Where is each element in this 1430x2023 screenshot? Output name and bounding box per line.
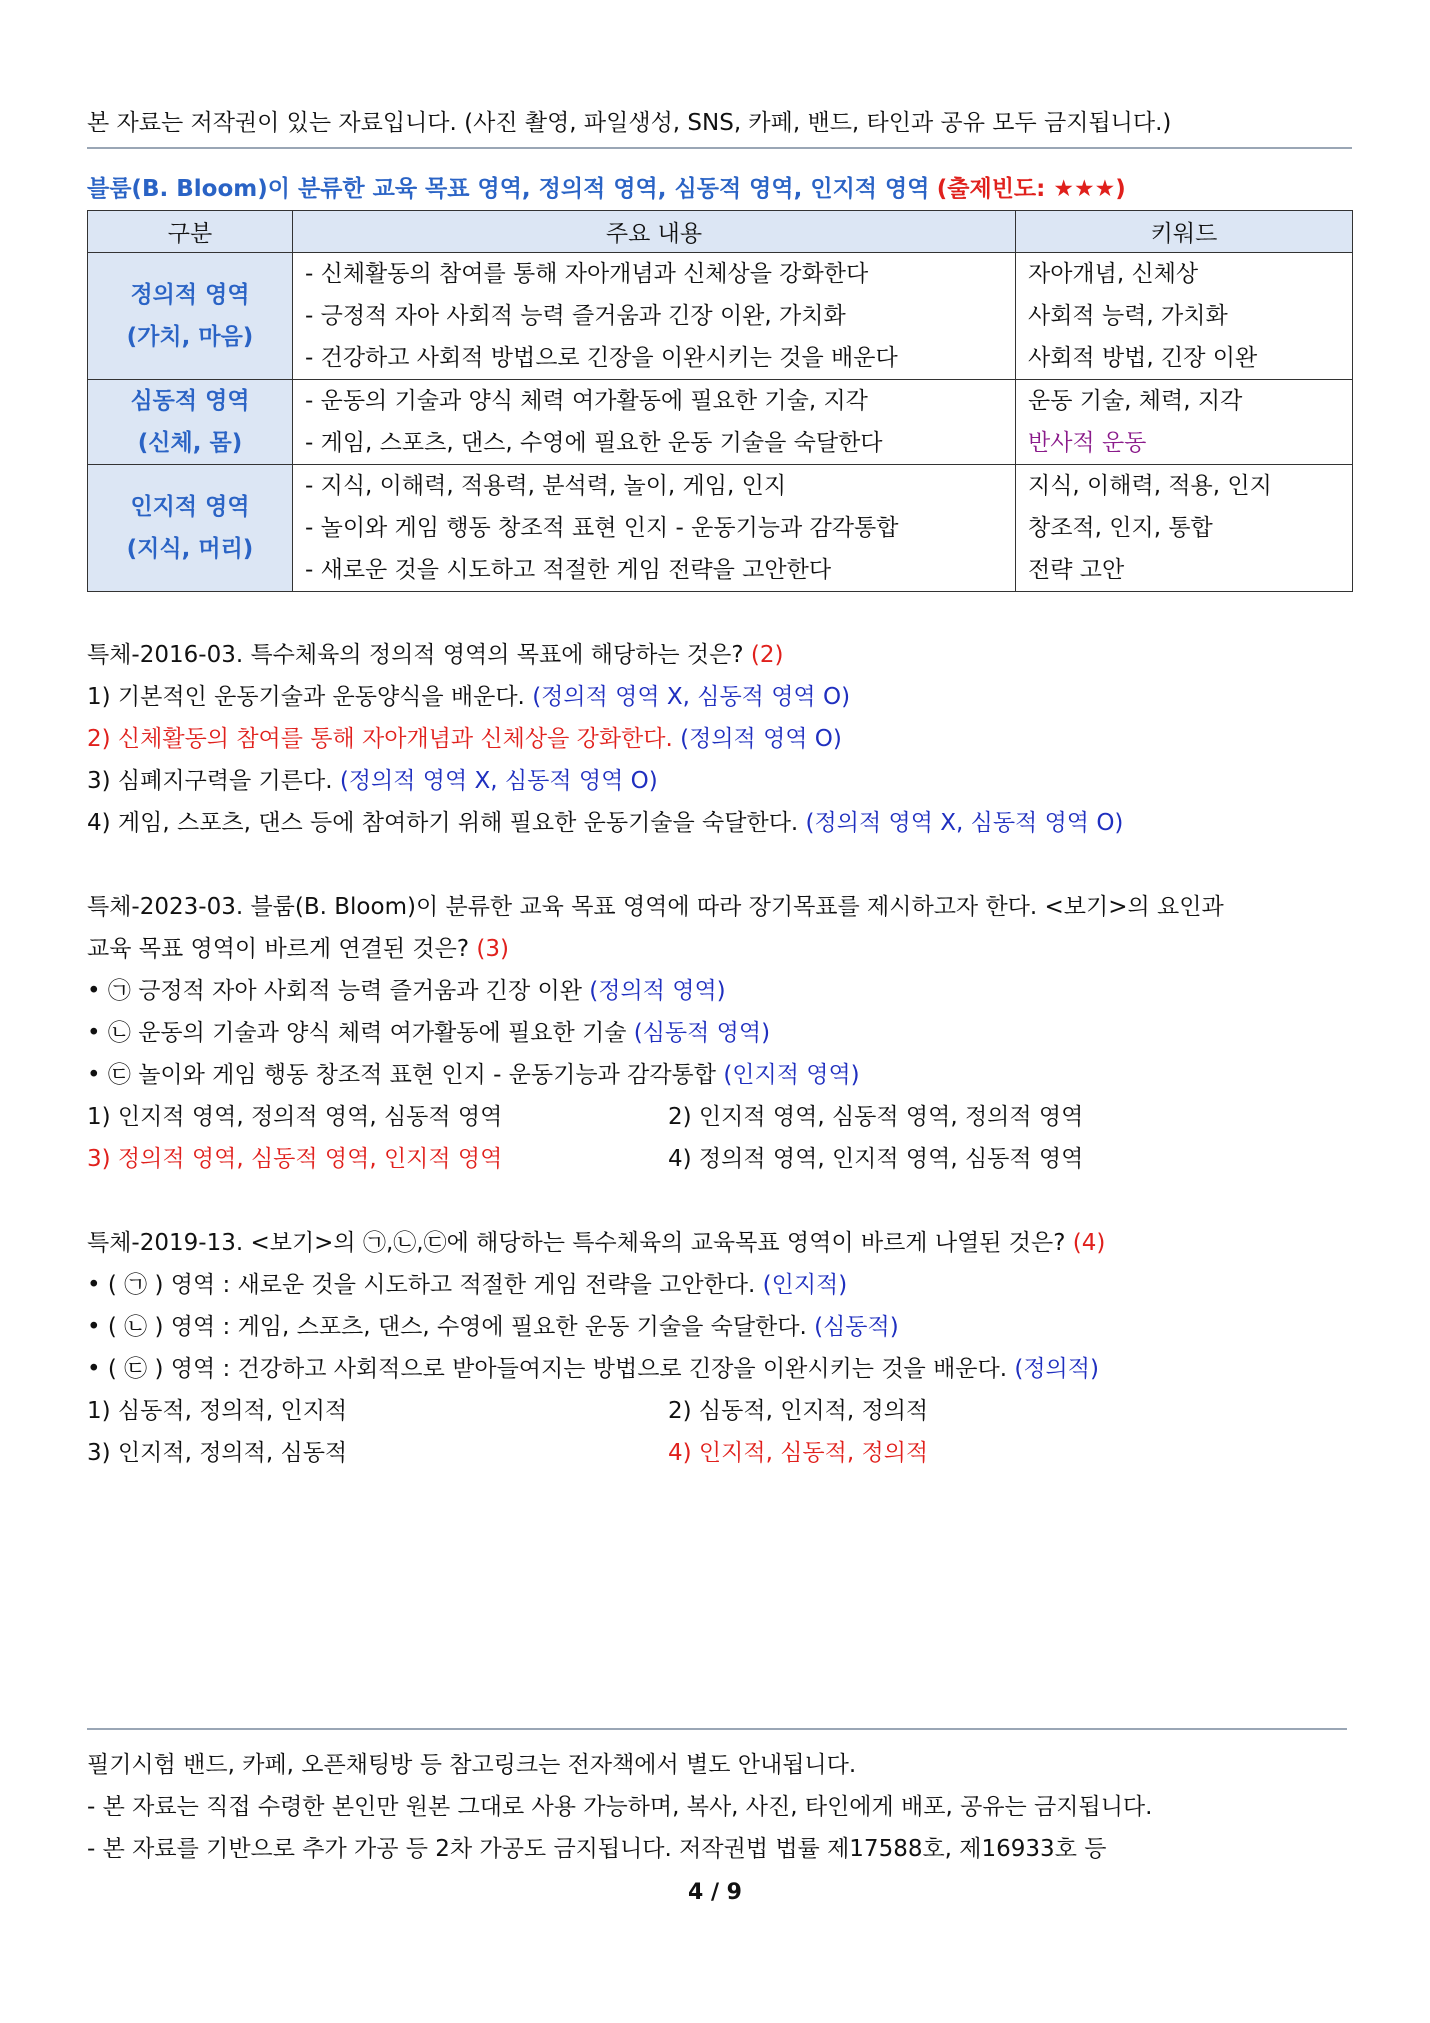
option-note: (정의적 영역 O): [680, 726, 842, 752]
category-cell: [88, 465, 293, 592]
q3-bullet-3: [87, 1354, 1099, 1384]
category-sub: (가치, 마음): [126, 324, 254, 350]
bullet-text: • ( ㉠ ) 영역 : 새로운 것을 시도하고 적절한 게임 전략을 고안한다.: [87, 1272, 756, 1298]
q2-stem-line2: [87, 934, 509, 964]
footer-line-2: - 본 자료는 직접 수령한 본인만 원본 그대로 사용 가능하며, 복사, 사진, 타인에게 배포, 공유는 금지됩니다.: [87, 1794, 1153, 1820]
category-name: 정의적 영역: [130, 282, 250, 308]
keyword-line: 사회적 방법, 긴장 이완: [1028, 345, 1258, 371]
q1-stem: [87, 640, 784, 670]
main-content-cell: [293, 253, 1016, 380]
q3-option-4: 4) 인지적, 심동적, 정의적: [668, 1440, 929, 1466]
category-cell: [88, 380, 293, 465]
category-cell: [88, 253, 293, 380]
keyword-line: 창조적, 인지, 통합: [1028, 515, 1213, 541]
main-line: - 새로운 것을 시도하고 적절한 게임 전략을 고안한다: [305, 557, 832, 583]
option-note: (정의적 영역 X, 심동적 영역 O): [339, 768, 658, 794]
q2-option-4: 4) 정의적 영역, 인지적 영역, 심동적 영역: [668, 1146, 1084, 1172]
main-line: - 건강하고 사회적 방법으로 긴장을 이완시키는 것을 배운다: [305, 345, 898, 371]
option-text: 2) 신체활동의 참여를 통해 자아개념과 신체상을 강화한다.: [87, 726, 673, 752]
q1-answer: (2): [750, 642, 784, 668]
header-keyword: 키워드: [1016, 211, 1353, 253]
bullet-note: (인지적 영역): [723, 1062, 860, 1088]
bullet-text: • ( ㉢ ) 영역 : 건강하고 사회적으로 받아들여지는 방법으로 긴장을 이완시키는 것을 배운다.: [87, 1356, 1008, 1382]
main-line: - 놀이와 게임 행동 창조적 표현 인지 - 운동기능과 감각통합: [305, 515, 899, 541]
table-row-cognitive: [88, 465, 1353, 592]
keyword-line: 운동 기술, 체력, 지각: [1028, 388, 1243, 414]
footer-line-1: 필기시험 밴드, 카페, 오픈채팅방 등 참고링크는 전자책에서 별도 안내됩니다.: [87, 1752, 857, 1778]
table-row-affective: [88, 253, 1353, 380]
page-number: 4 / 9: [688, 1880, 742, 1905]
header-main: 주요 내용: [293, 211, 1016, 253]
q2-option-3: 3) 정의적 영역, 심동적 영역, 인지적 영역: [87, 1146, 503, 1172]
main-line: - 긍정적 자아 사회적 능력 즐거움과 긴장 이완, 가치화: [305, 303, 846, 329]
bullet-note: (정의적): [1014, 1356, 1099, 1382]
keyword-line: 지식, 이해력, 적용, 인지: [1028, 473, 1272, 499]
q1-option-2: [87, 724, 842, 754]
main-line: - 지식, 이해력, 적용력, 분석력, 놀이, 게임, 인지: [305, 473, 787, 499]
bullet-note: (심동적 영역): [633, 1020, 771, 1046]
q3-answer: (4): [1072, 1230, 1106, 1256]
q3-option-2: 2) 심동적, 인지적, 정의적: [668, 1398, 929, 1424]
option-text: 1) 기본적인 운동기술과 운동양식을 배운다.: [87, 684, 525, 710]
bloom-domain-table: [87, 210, 1353, 592]
keyword-line: 전략 고안: [1028, 557, 1125, 583]
keyword-line: 반사적 운동: [1028, 430, 1147, 456]
keyword-line: 자아개념, 신체상: [1028, 261, 1199, 287]
main-line: - 게임, 스포츠, 댄스, 수영에 필요한 운동 기술을 숙달한다: [305, 430, 883, 456]
q3-option-3: 3) 인지적, 정의적, 심동적: [87, 1440, 348, 1466]
q3-option-1: 1) 심동적, 정의적, 인지적: [87, 1398, 348, 1424]
main-content-cell: [293, 380, 1016, 465]
keyword-line: 사회적 능력, 가치화: [1028, 303, 1228, 329]
q1-stem-text: 특체-2016-03. 특수체육의 정의적 영역의 목표에 해당하는 것은?: [87, 642, 744, 668]
category-sub: (신체, 몸): [137, 430, 243, 456]
q2-option-1: 1) 인지적 영역, 정의적 영역, 심동적 영역: [87, 1104, 503, 1130]
option-note: (정의적 영역 X, 심동적 영역 O): [532, 684, 851, 710]
header-category: 구분: [88, 211, 293, 253]
option-note: (정의적 영역 X, 심동적 영역 O): [805, 810, 1124, 836]
keyword-cell: [1016, 253, 1353, 380]
q2-answer: (3): [476, 936, 509, 962]
keyword-cell: [1016, 465, 1353, 592]
bullet-text: • ㉢ 놀이와 게임 행동 창조적 표현 인지 - 운동기능과 감각통합: [87, 1062, 716, 1088]
option-text: 4) 게임, 스포츠, 댄스 등에 참여하기 위해 필요한 운동기술을 숙달한다.: [87, 810, 799, 836]
section-title: [87, 174, 1126, 204]
header-divider: [87, 147, 1352, 149]
bullet-text: • ( ㉡ ) 영역 : 게임, 스포츠, 댄스, 수영에 필요한 운동 기술을 숙달한다.: [87, 1314, 807, 1340]
q3-stem-text: 특체-2019-13. <보기>의 ㉠,㉡,㉢에 해당하는 특수체육의 교육목표 영역이 바르게 나열된 것은?: [87, 1230, 1066, 1256]
copyright-notice: 본 자료는 저작권이 있는 자료입니다. (사진 촬영, 파일생성, SNS, 카페, 밴드, 타인과 공유 모두 금지됩니다.): [87, 110, 1172, 136]
q2-bullet-3: [87, 1060, 860, 1090]
category-sub: (지식, 머리): [126, 536, 254, 562]
main-content-cell: [293, 465, 1016, 592]
table-row-psychomotor: [88, 380, 1353, 465]
bullet-note: (정의적 영역): [589, 978, 726, 1004]
q1-option-3: [87, 766, 658, 796]
table-header-row: [88, 211, 1353, 253]
q2-option-2: 2) 인지적 영역, 심동적 영역, 정의적 영역: [668, 1104, 1084, 1130]
bullet-text: • ㉠ 긍정적 자아 사회적 능력 즐거움과 긴장 이완: [87, 978, 582, 1004]
main-line: - 운동의 기술과 양식 체력 여가활동에 필요한 기술, 지각: [305, 388, 868, 414]
q2-bullet-2: [87, 1018, 770, 1048]
q1-option-4: [87, 808, 1123, 838]
keyword-cell: [1016, 380, 1353, 465]
bullet-note: (인지적): [762, 1272, 848, 1298]
category-name: 인지적 영역: [130, 494, 250, 520]
q3-bullet-2: [87, 1312, 899, 1342]
q3-stem: [87, 1228, 1105, 1258]
q2-stem-line1: 특체-2023-03. 블룸(B. Bloom)이 분류한 교육 목표 영역에 따라 장기목표를 제시하고자 한다. <보기>의 요인과: [87, 894, 1224, 920]
bullet-note: (심동적): [814, 1314, 899, 1340]
category-name: 심동적 영역: [130, 388, 250, 414]
q2-bullet-1: [87, 976, 726, 1006]
q3-bullet-1: [87, 1270, 847, 1300]
section-title-text: 블룸(B. Bloom)이 분류한 교육 목표 영역, 정의적 영역, 심동적 영역, 인지적 영역: [87, 176, 930, 202]
frequency-badge: (출제빈도: ★★★): [936, 176, 1126, 202]
main-line: - 신체활동의 참여를 통해 자아개념과 신체상을 강화한다: [305, 261, 869, 287]
bullet-text: • ㉡ 운동의 기술과 양식 체력 여가활동에 필요한 기술: [87, 1020, 627, 1046]
q1-option-1: [87, 682, 850, 712]
q2-stem-text: 교육 목표 영역이 바르게 연결된 것은?: [87, 936, 470, 962]
footer-line-3: - 본 자료를 기반으로 추가 가공 등 2차 가공도 금지됩니다. 저작권법 법률 제17588호, 제16933호 등: [87, 1836, 1107, 1862]
option-text: 3) 심폐지구력을 기른다.: [87, 768, 333, 794]
footer-divider: [87, 1728, 1347, 1730]
